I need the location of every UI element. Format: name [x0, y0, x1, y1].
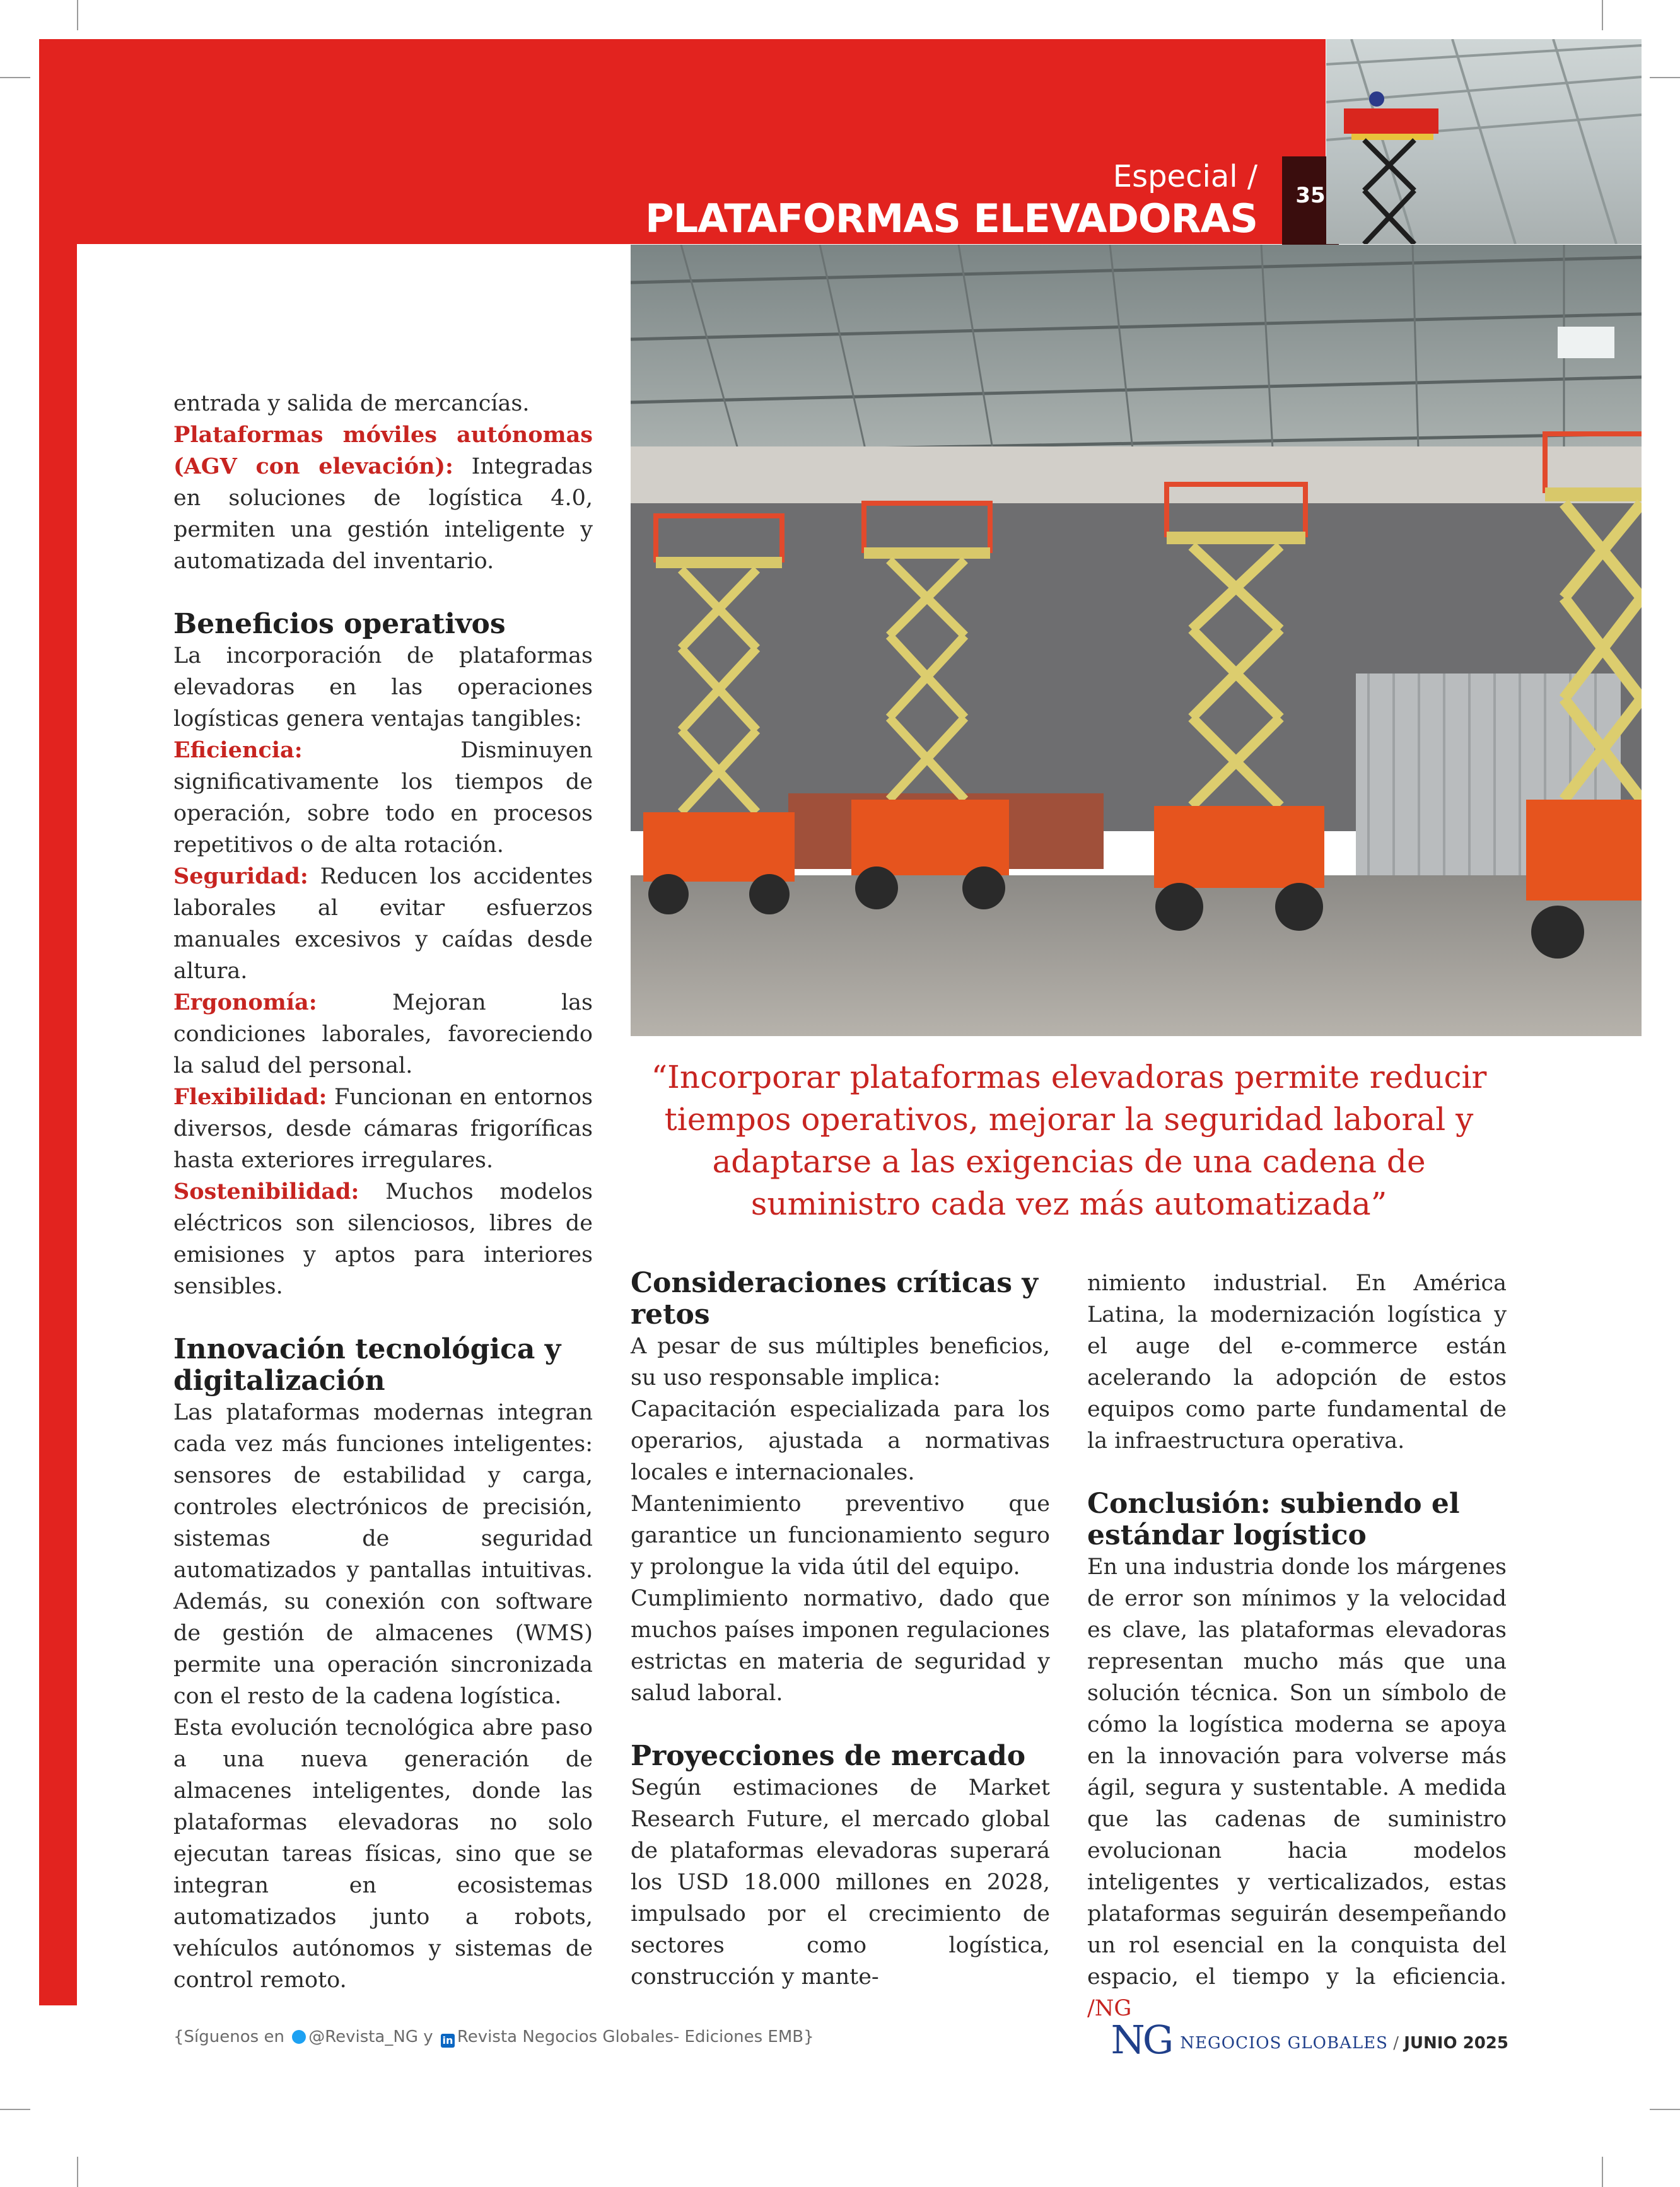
paragraph: Esta evolución tecnológica abre paso a una nueva generación de almacenes inteligentes, donde las plataformas elevadoras no solo ejecutan tareas físicas, sino que se integran en ecosistemas automatizados junto a robots, vehículos autónomos y sistemas de control remoto.: [173, 1715, 593, 1993]
brand-name: NEGOCIOS GLOBALES: [1180, 2034, 1388, 2053]
term-eficiencia: Eficiencia:: [173, 737, 303, 763]
paragraph: [173, 861, 593, 987]
pull-quote: “Incorporar plataformas elevadoras permite reducir tiempos operativos, mejorar la seguridad laboral y adaptarse a las exigencias de una cadena de suministro cada vez más automatizada”: [651, 1059, 1487, 1222]
text-column-left: [173, 388, 593, 1996]
term-sostenibilidad: Sostenibilidad:: [173, 1179, 359, 1204]
term-text: Reducen los accidentes laborales al evitar esfuerzos manuales excesivos y caídas desde altura.: [173, 864, 593, 984]
text-column-middle: [631, 1268, 1050, 1993]
section-title: PLATAFORMAS ELEVADORAS: [645, 195, 1257, 242]
scissor-lift-photo-small: [1326, 39, 1642, 244]
term-text: Disminuyen significativamente los tiempos de operación, sobre todo en procesos repetitivos o de alta rotación.: [173, 738, 593, 858]
heading-conclusion: Conclusión: subiendo el estándar logístico: [1087, 1488, 1460, 1551]
paragraph: Las plataformas modernas integran cada vez más funciones inteligentes: sensores de estabilidad y carga, controles electrónicos de precisión, sistemas de seguridad automatizados y pantallas intuitivas. Además, su conexión con software de gestión de almacenes (WMS) permite una operación sincronizada con el resto de la cadena logística.: [173, 1400, 593, 1709]
crop-mark: [1650, 77, 1680, 78]
heading-proyecciones: Proyecciones de mercado: [631, 1740, 1026, 1772]
twitter-handle[interactable]: @Revista_NG y: [308, 2027, 433, 2046]
term-text: Mejoran las condiciones laborales, favoreciendo la salud del personal.: [173, 990, 593, 1078]
paragraph: Cumplimiento normativo, dado que muchos países imponen regulaciones estrictas en materia de seguridad y salud laboral.: [631, 1586, 1050, 1706]
crop-mark: [1602, 0, 1603, 30]
term-flexibilidad: Flexibilidad:: [173, 1084, 327, 1110]
paragraph: [173, 419, 593, 577]
twitter-icon[interactable]: [292, 2030, 306, 2044]
signature: /NG: [1087, 1996, 1132, 2021]
main-photo: [631, 245, 1642, 1036]
accent-bar: [39, 39, 77, 2005]
text-column-right: [1087, 1268, 1507, 2024]
paragraph: [173, 735, 593, 861]
linkedin-icon[interactable]: in: [441, 2034, 455, 2048]
issue-date: JUNIO 2025: [1404, 2034, 1508, 2053]
brand-separator: /: [1387, 2034, 1404, 2053]
term-seguridad: Seguridad:: [173, 863, 308, 889]
crop-mark: [77, 2157, 78, 2187]
crop-mark: [0, 2109, 30, 2110]
paragraph: Según estimaciones de Market Research Future, el mercado global de plataformas elevadoras superará los USD 18.000 millones en 2028, impulsado por el crecimiento de sectores como logística, construcción y mante-: [631, 1775, 1050, 1990]
term-text: Funcionan en entornos diversos, desde cámaras frigoríficas hasta exteriores irregulares.: [173, 1085, 593, 1173]
crop-mark: [1650, 2109, 1680, 2110]
paragraph: nimiento industrial. En América Latina, la modernización logística y el auge del e-commerce están acelerando la adopción de estos equipos como parte fundamental de la infraestructura operativa.: [1087, 1271, 1507, 1454]
heading-beneficios: Beneficios operativos: [173, 608, 506, 640]
term-text: Integradas en soluciones de logística 4.0, permiten una gestión inteligente y automatizada del inventario.: [173, 454, 593, 574]
term-text: Muchos modelos eléctricos son silenciosos, libres de emisiones y aptos para interiores sensibles.: [173, 1179, 593, 1299]
footer-social: [173, 2027, 814, 2048]
social-prefix: {Síguenos en: [173, 2027, 284, 2046]
heading-innovacion: Innovación tecnológica y digitalización: [173, 1333, 561, 1397]
crop-mark: [1602, 2157, 1603, 2187]
page-number: 35: [1295, 183, 1326, 208]
paragraph: [1087, 1551, 1507, 2024]
term-agv: Plataformas móviles autónomas (AGV con elevación):: [173, 422, 593, 479]
footer-brand: [1111, 2017, 1509, 2063]
brand-logo: NG: [1111, 2017, 1172, 2063]
paragraph: [173, 987, 593, 1082]
scissor-lifts-warehouse-photo: [631, 245, 1642, 1036]
paragraph: La incorporación de plataformas elevadoras en las operaciones logísticas genera ventajas tangibles:: [173, 643, 593, 732]
paragraph: Mantenimiento preventivo que garantice un funcionamiento seguro y prolongue la vida útil del equipo.: [631, 1491, 1050, 1580]
paragraph: [173, 1082, 593, 1176]
conclusion-text: En una industria donde los márgenes de error son mínimos y la velocidad es clave, las plataformas elevadoras representan mucho más que una solución técnica. Son un símbolo de cómo la logística moderna se apoya en la innovación para volverse más ágil, segura y sustentable. A medida que las cadenas de suministro evolucionan hacia modelos inteligentes y verticalizados, estas plataformas seguirán desempeñando un rol esencial en la conquista del espacio, el tiempo y la eficiencia.: [1087, 1554, 1507, 1990]
linkedin-page[interactable]: Revista Negocios Globales- Ediciones EMB}: [457, 2027, 814, 2046]
paragraph: A pesar de sus múltiples beneficios, su uso responsable implica:: [631, 1334, 1050, 1391]
paragraph: Capacitación especializada para los operarios, ajustada a normativas locales e internacionales.: [631, 1397, 1050, 1485]
crop-mark: [0, 77, 30, 78]
paragraph: [173, 1176, 593, 1302]
paragraph: entrada y salida de mercancías.: [173, 391, 530, 416]
section-kicker: Especial /: [1112, 159, 1257, 194]
heading-consideraciones: Consideraciones críticas y retos: [631, 1267, 1038, 1331]
term-ergonomia: Ergonomía:: [173, 989, 317, 1015]
header-photo: [1326, 39, 1642, 244]
crop-mark: [77, 0, 78, 30]
